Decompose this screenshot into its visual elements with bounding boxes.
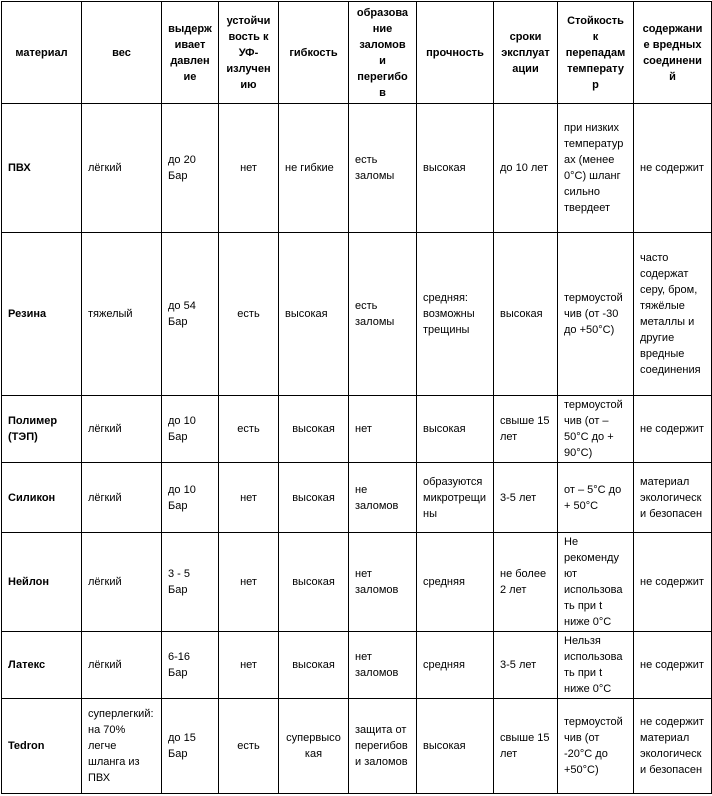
cell-kinks: защита от перегибов и заломов: [349, 699, 417, 794]
cell-material: ПВХ: [2, 104, 82, 233]
table-row: [2, 699, 712, 794]
cell-pressure: до 10 Бар: [162, 396, 219, 463]
cell-kinks: не заломов: [349, 463, 417, 533]
header-uv: устойчивость к УФ-излучению: [219, 2, 279, 104]
cell-pressure: до 20 Бар: [162, 104, 219, 233]
cell-harmful: материал экологически безопасен: [634, 463, 712, 533]
cell-uv: нет: [219, 533, 279, 632]
cell-flexibility: высокая: [279, 233, 349, 396]
table-row: [2, 463, 712, 533]
materials-comparison-table: [1, 1, 712, 794]
header-flexibility: гибкость: [279, 2, 349, 104]
cell-strength: высокая: [417, 396, 494, 463]
cell-material: Силикон: [2, 463, 82, 533]
cell-temperature: Нельзя использовать при t ниже 0°С: [558, 632, 634, 699]
table-row: [2, 104, 712, 233]
cell-temperature: термоустойчив (от -30 до +50°С): [558, 233, 634, 396]
cell-weight: лёгкий: [82, 463, 162, 533]
cell-temperature: Не рекомендуют использовать при t ниже 0°С: [558, 533, 634, 632]
cell-kinks: есть заломы: [349, 233, 417, 396]
cell-service-life: свыше 15 лет: [494, 396, 558, 463]
cell-strength: высокая: [417, 699, 494, 794]
cell-strength: высокая: [417, 104, 494, 233]
cell-uv: есть: [219, 699, 279, 794]
cell-harmful: не содержит: [634, 104, 712, 233]
cell-material: Нейлон: [2, 533, 82, 632]
cell-pressure: до 54 Бар: [162, 233, 219, 396]
cell-service-life: не более 2 лет: [494, 533, 558, 632]
cell-kinks: нет заломов: [349, 632, 417, 699]
cell-kinks: есть заломы: [349, 104, 417, 233]
cell-uv: нет: [219, 463, 279, 533]
header-harmful: содержание вредных соединений: [634, 2, 712, 104]
cell-harmful: не содержит: [634, 632, 712, 699]
cell-uv: есть: [219, 396, 279, 463]
cell-weight: лёгкий: [82, 533, 162, 632]
cell-flexibility: не гибкие: [279, 104, 349, 233]
cell-strength: образуются микротрещины: [417, 463, 494, 533]
cell-harmful: не содержит материал экологически безопасен: [634, 699, 712, 794]
cell-harmful: не содержит: [634, 533, 712, 632]
cell-uv: есть: [219, 233, 279, 396]
cell-weight: лёгкий: [82, 104, 162, 233]
cell-pressure: до 10 Бар: [162, 463, 219, 533]
header-strength: прочность: [417, 2, 494, 104]
cell-material: Tedron: [2, 699, 82, 794]
cell-temperature: при низких температурах (менее 0°С) шланг сильно твердеет: [558, 104, 634, 233]
cell-temperature: от – 5°С до + 50°С: [558, 463, 634, 533]
cell-service-life: 3-5 лет: [494, 463, 558, 533]
cell-flexibility: высокая: [279, 533, 349, 632]
table-row: [2, 632, 712, 699]
cell-harmful: часто содержат серу, бром, тяжёлые металлы и другие вредные соединения: [634, 233, 712, 396]
cell-service-life: высокая: [494, 233, 558, 396]
header-weight: вес: [82, 2, 162, 104]
cell-strength: средняя: [417, 632, 494, 699]
cell-pressure: 6-16 Бар: [162, 632, 219, 699]
header-pressure: выдерживает давление: [162, 2, 219, 104]
cell-weight: суперлегкий: на 70% легче шланга из ПВХ: [82, 699, 162, 794]
table-row: [2, 396, 712, 463]
cell-pressure: 3 - 5 Бар: [162, 533, 219, 632]
cell-kinks: нет заломов: [349, 533, 417, 632]
cell-temperature: термоустойчив (от -20°С до +50°С): [558, 699, 634, 794]
cell-material: Латекс: [2, 632, 82, 699]
cell-weight: лёгкий: [82, 632, 162, 699]
cell-weight: лёгкий: [82, 396, 162, 463]
cell-flexibility: высокая: [279, 396, 349, 463]
table-row: [2, 233, 712, 396]
cell-material: Резина: [2, 233, 82, 396]
cell-harmful: не содержит: [634, 396, 712, 463]
cell-flexibility: супервысокая: [279, 699, 349, 794]
header-kinks: образование заломов и перегибов: [349, 2, 417, 104]
cell-kinks: нет: [349, 396, 417, 463]
cell-material: Полимер (ТЭП): [2, 396, 82, 463]
cell-temperature: термоустойчив (от – 50°С до + 90°С): [558, 396, 634, 463]
table-row: [2, 533, 712, 632]
cell-uv: нет: [219, 632, 279, 699]
header-temperature: Стойкость к перепадам температур: [558, 2, 634, 104]
cell-pressure: до 15 Бар: [162, 699, 219, 794]
header-row: [2, 2, 712, 104]
cell-service-life: до 10 лет: [494, 104, 558, 233]
header-service-life: сроки эксплуатации: [494, 2, 558, 104]
cell-weight: тяжелый: [82, 233, 162, 396]
cell-strength: средняя: [417, 533, 494, 632]
cell-uv: нет: [219, 104, 279, 233]
header-material: материал: [2, 2, 82, 104]
cell-strength: средняя: возможны трещины: [417, 233, 494, 396]
cell-service-life: 3-5 лет: [494, 632, 558, 699]
cell-service-life: свыше 15 лет: [494, 699, 558, 794]
cell-flexibility: высокая: [279, 632, 349, 699]
cell-flexibility: высокая: [279, 463, 349, 533]
